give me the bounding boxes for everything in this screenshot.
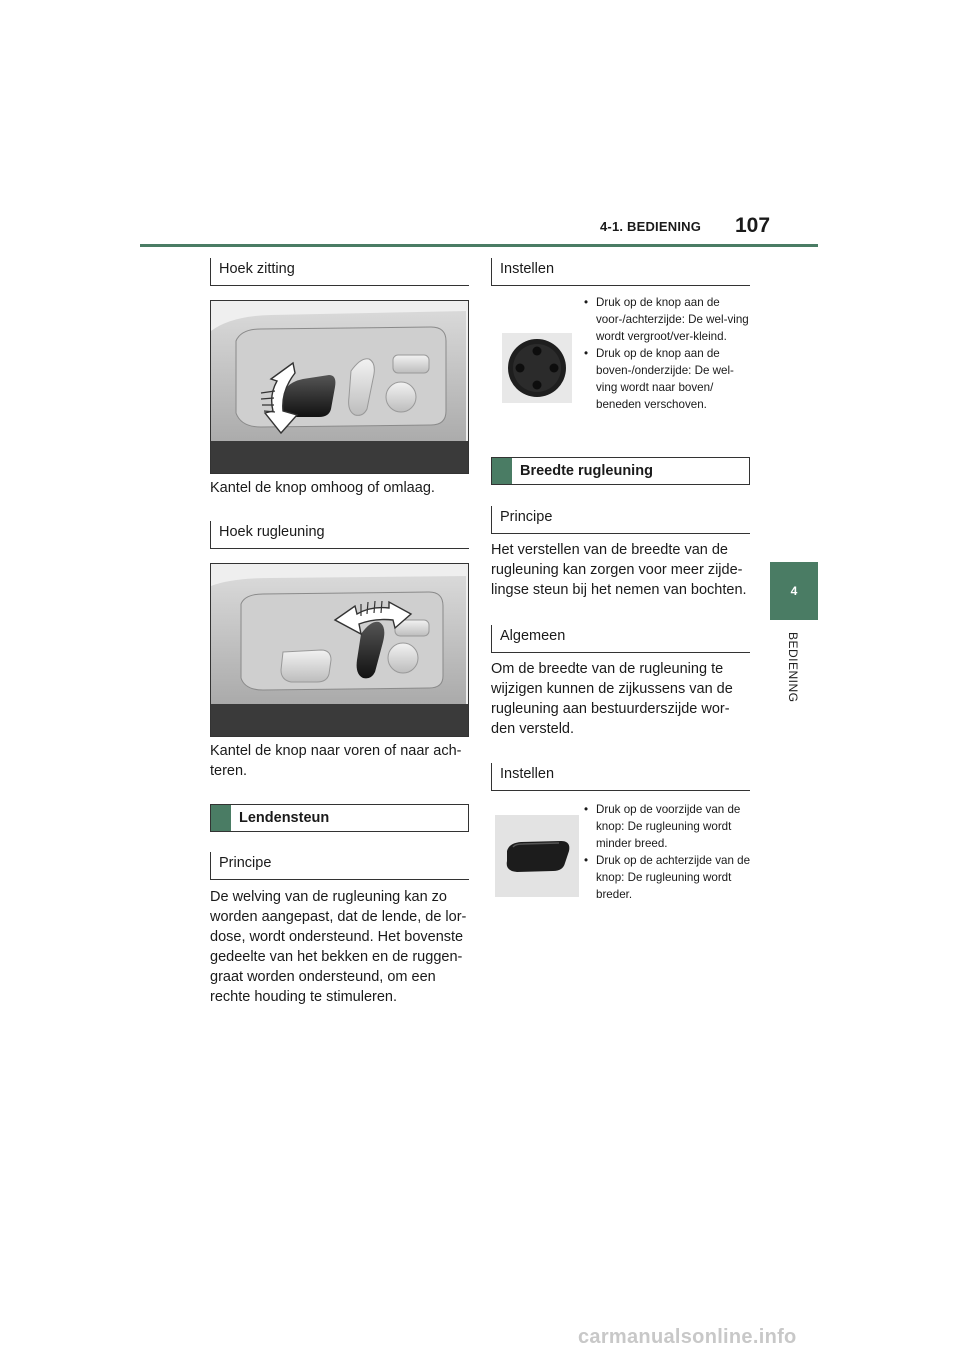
bullets-instellen-1 [578,294,754,413]
accent-square [211,805,231,831]
bullet-item: • Druk op de achterzijde van de knop: De rugleuning wordt breder. [578,852,754,903]
caption-hoek-zitting: Kantel de knop omhoog of omlaag. [210,480,435,496]
width-button-illustration [495,815,579,897]
section-title: 4-1. BEDIENING [600,219,702,234]
backrest-controls-illustration [211,564,468,736]
bullet-item: • Druk op de knop aan de boven-/onderzijde: De wel-ving wordt naar boven/ beneden verschoven. [578,345,754,413]
heading-principe-breedte: Principe [491,506,750,534]
page-number: 107 [735,214,771,237]
heading-instellen-1: Instellen [491,258,750,286]
watermark: carmanualsonline.info [578,1326,797,1348]
heading-hoek-zitting: Hoek zitting [210,258,469,286]
figure-width-button [495,815,579,897]
heading-breedte-rugleuning: Breedte rugleuning [520,463,653,479]
lumbar-button-illustration [502,333,572,403]
figure-backrest-angle [210,563,469,737]
accent-square [492,458,512,484]
text-principe-lendensteun: De welving van de rugleuning kan zo worden aangepast, dat de lende, de lor- dose, wordt ondersteund. Het bovenste gedeelte van het bekken en de ruggen- graat worden ondersteund, om een rechte houding te stimuleren. [210,889,467,1005]
text-principe-breedte: Het verstellen van de breedte van de rugleuning kan zorgen voor meer zijde- lingse steun bij het nemen van bochten. [491,542,747,598]
bullet-item: • Druk op de voorzijde van de knop: De rugleuning wordt minder breed. [578,801,754,852]
text-algemeen: Om de breedte van de rugleuning te wijzigen kunnen de zijkussens van de rugleuning aan bestuurderszijde wor- den versteld. [491,661,733,737]
heading-algemeen: Algemeen [491,625,750,653]
heading-hoek-rugleuning: Hoek rugleuning [210,521,469,549]
heading-instellen-2: Instellen [491,763,750,791]
seat-controls-illustration [211,301,468,473]
figure-seat-angle [210,300,469,474]
heading-box-breedte [491,457,750,485]
bullet-item: • Druk op de knop aan de voor-/achterzijde: De wel-ving wordt vergroot/ver-kleind. [578,294,754,345]
bullets-instellen-2 [578,801,754,903]
heading-principe-lendensteun: Principe [210,852,469,880]
header-rule [140,244,818,247]
caption-hoek-rugleuning: Kantel de knop naar voren of naar ach- teren. [210,743,462,779]
chapter-label: BEDIENING [786,632,800,703]
heading-box-lendensteun [210,804,469,832]
figure-lumbar-button [502,333,572,403]
heading-lendensteun: Lendensteun [239,810,330,826]
chapter-tab[interactable]: 4 [770,562,818,620]
